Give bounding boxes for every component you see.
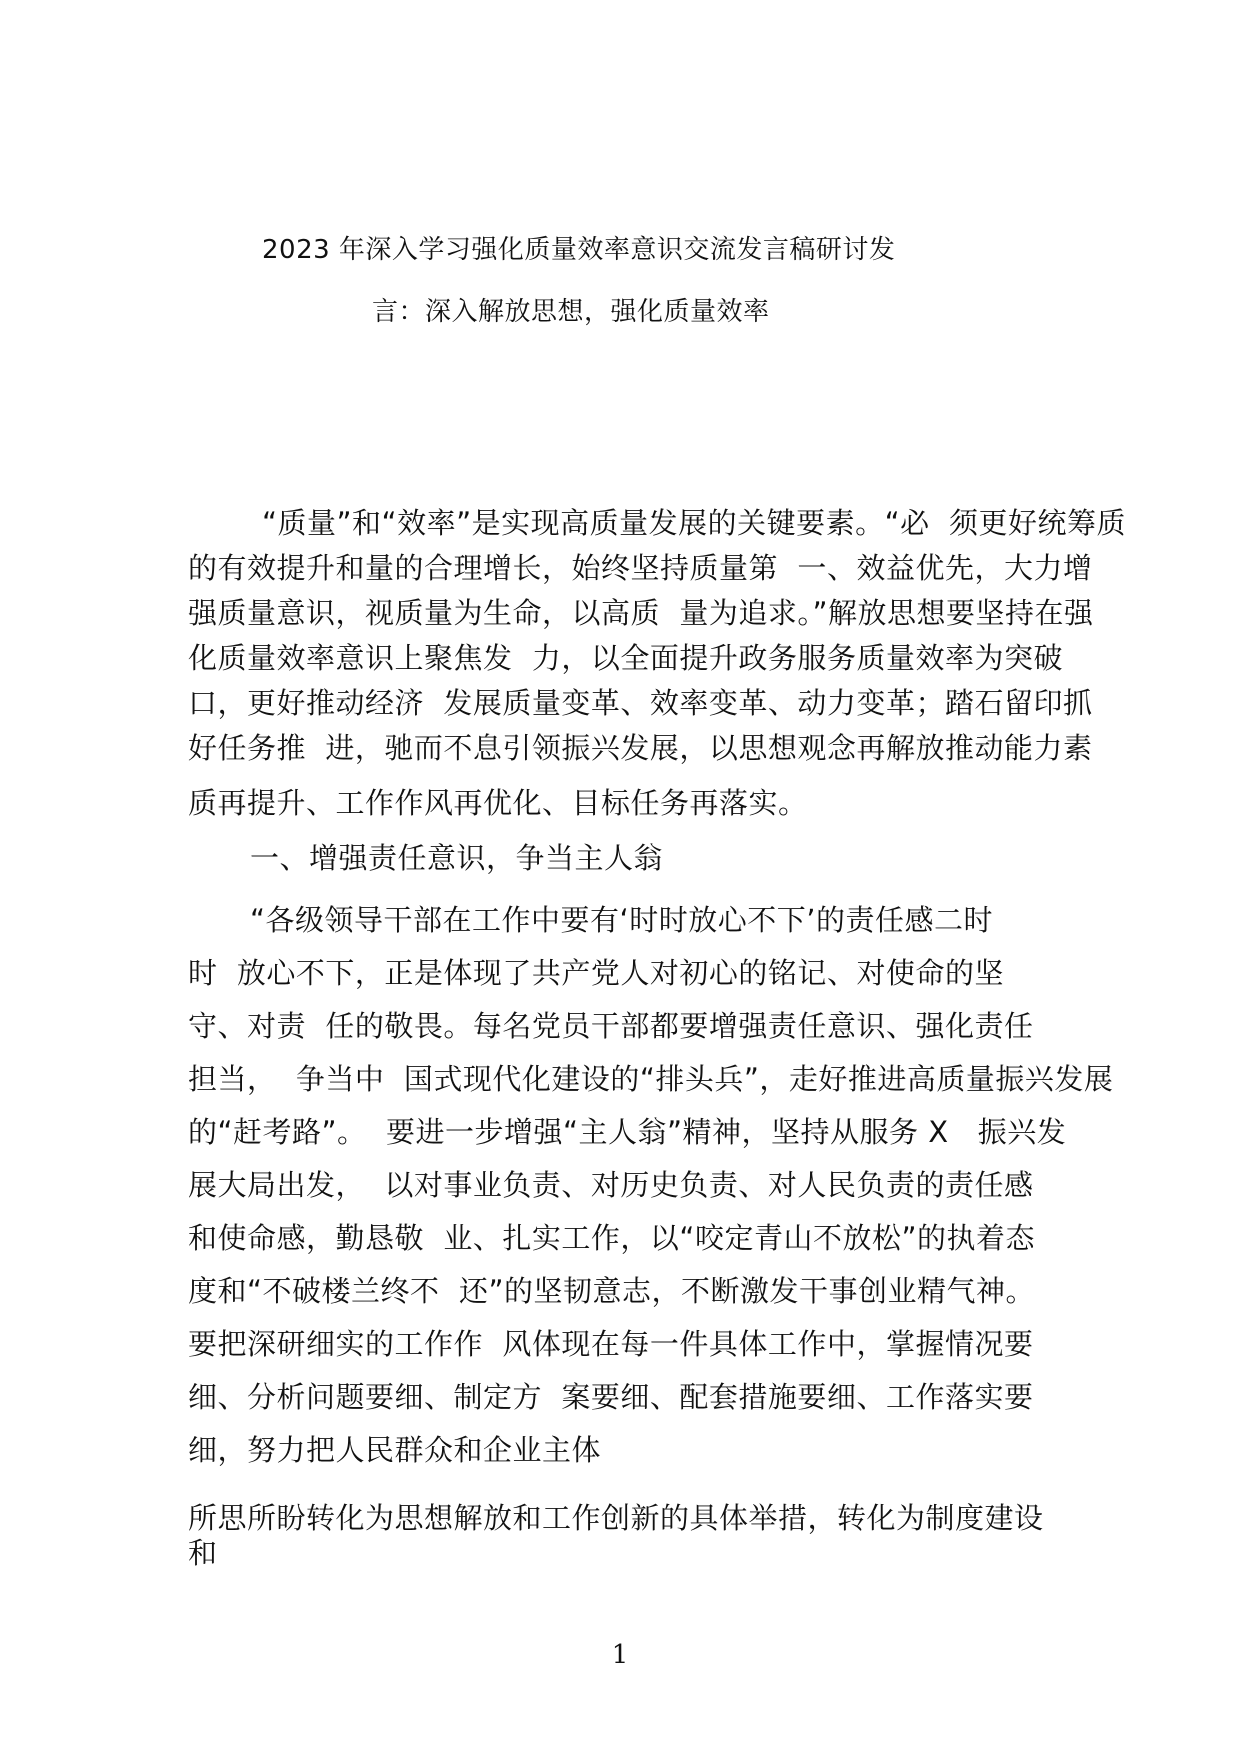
page-number: 1	[611, 1640, 629, 1670]
intro-paragraph-line: 化质量效率意识上聚焦发 力，以全面提升政务服务质量效率为突破	[188, 641, 1063, 675]
intro-paragraph-line: 质再提升、工作作风再优化、目标任务再落实。	[188, 786, 808, 820]
section-body-line: 担当， 争当中 国式现代化建设的“排头兵”，走好推进高质量振兴发展	[188, 1062, 1114, 1096]
document-title-line-2: 言：深入解放思想，强化质量效率	[372, 297, 770, 327]
intro-paragraph-line: “质量”和“效率”是实现高质量发展的关键要素。“必 须更好统筹质	[262, 506, 1127, 540]
section-body-line: 守、对责 任的敬畏。每名党员干部都要增强责任意识、强化责任	[188, 1009, 1034, 1043]
section-body-line: 和使命感，勤恳敬 业、扎实工作，以“咬定青山不放松”的执着态	[188, 1221, 1035, 1255]
section-body-line: 时 放心不下，正是体现了共产党人对初心的铭记、对使命的坚	[188, 956, 1004, 990]
section-body-line: 细，努力把人民群众和企业主体	[188, 1433, 602, 1467]
section-body-line: 度和“不破楼兰终不 还”的坚韧意志，不断激发干事创业精气神。	[188, 1274, 1035, 1308]
continuation-line: 所思所盼转化为思想解放和工作创新的具体举措，转化为制度建设	[188, 1501, 1044, 1535]
document-title-line-1: 2023 年深入学习强化质量效率意识交流发言稿研讨发	[262, 235, 896, 265]
section-body-line: “各级领导干部在工作中要有‘时时放心不下’的责任感二时	[250, 903, 993, 937]
intro-paragraph-line: 好任务推 进，驰而不息引领振兴发展，以思想观念再解放推动能力素	[188, 731, 1093, 765]
section-body-line: 细、分析问题要细、制定方 案要细、配套措施要细、工作落实要	[188, 1380, 1034, 1414]
continuation-line: 和	[188, 1536, 218, 1570]
intro-paragraph-line: 口，更好推动经济 发展质量变革、效率变革、动力变革；踏石留印抓	[188, 686, 1093, 720]
section-body-line: 展大局出发， 以对事业负责、对历史负责、对人民负责的责任感	[188, 1168, 1034, 1202]
section-body-line: 的“赶考路”。 要进一步增强“主人翁”精神，坚持从服务 X 振兴发	[188, 1115, 1067, 1149]
intro-paragraph-line: 强质量意识，视质量为生命，以高质 量为追求。”解放思想要坚持在强	[188, 596, 1094, 630]
section-heading: 一、增强责任意识，争当主人翁	[250, 841, 664, 875]
intro-paragraph-line: 的有效提升和量的合理增长，始终坚持质量第 一、效益优先，大力增	[188, 551, 1093, 585]
section-body-line: 要把深研细实的工作作 风体现在每一件具体工作中，掌握情况要	[188, 1327, 1034, 1361]
